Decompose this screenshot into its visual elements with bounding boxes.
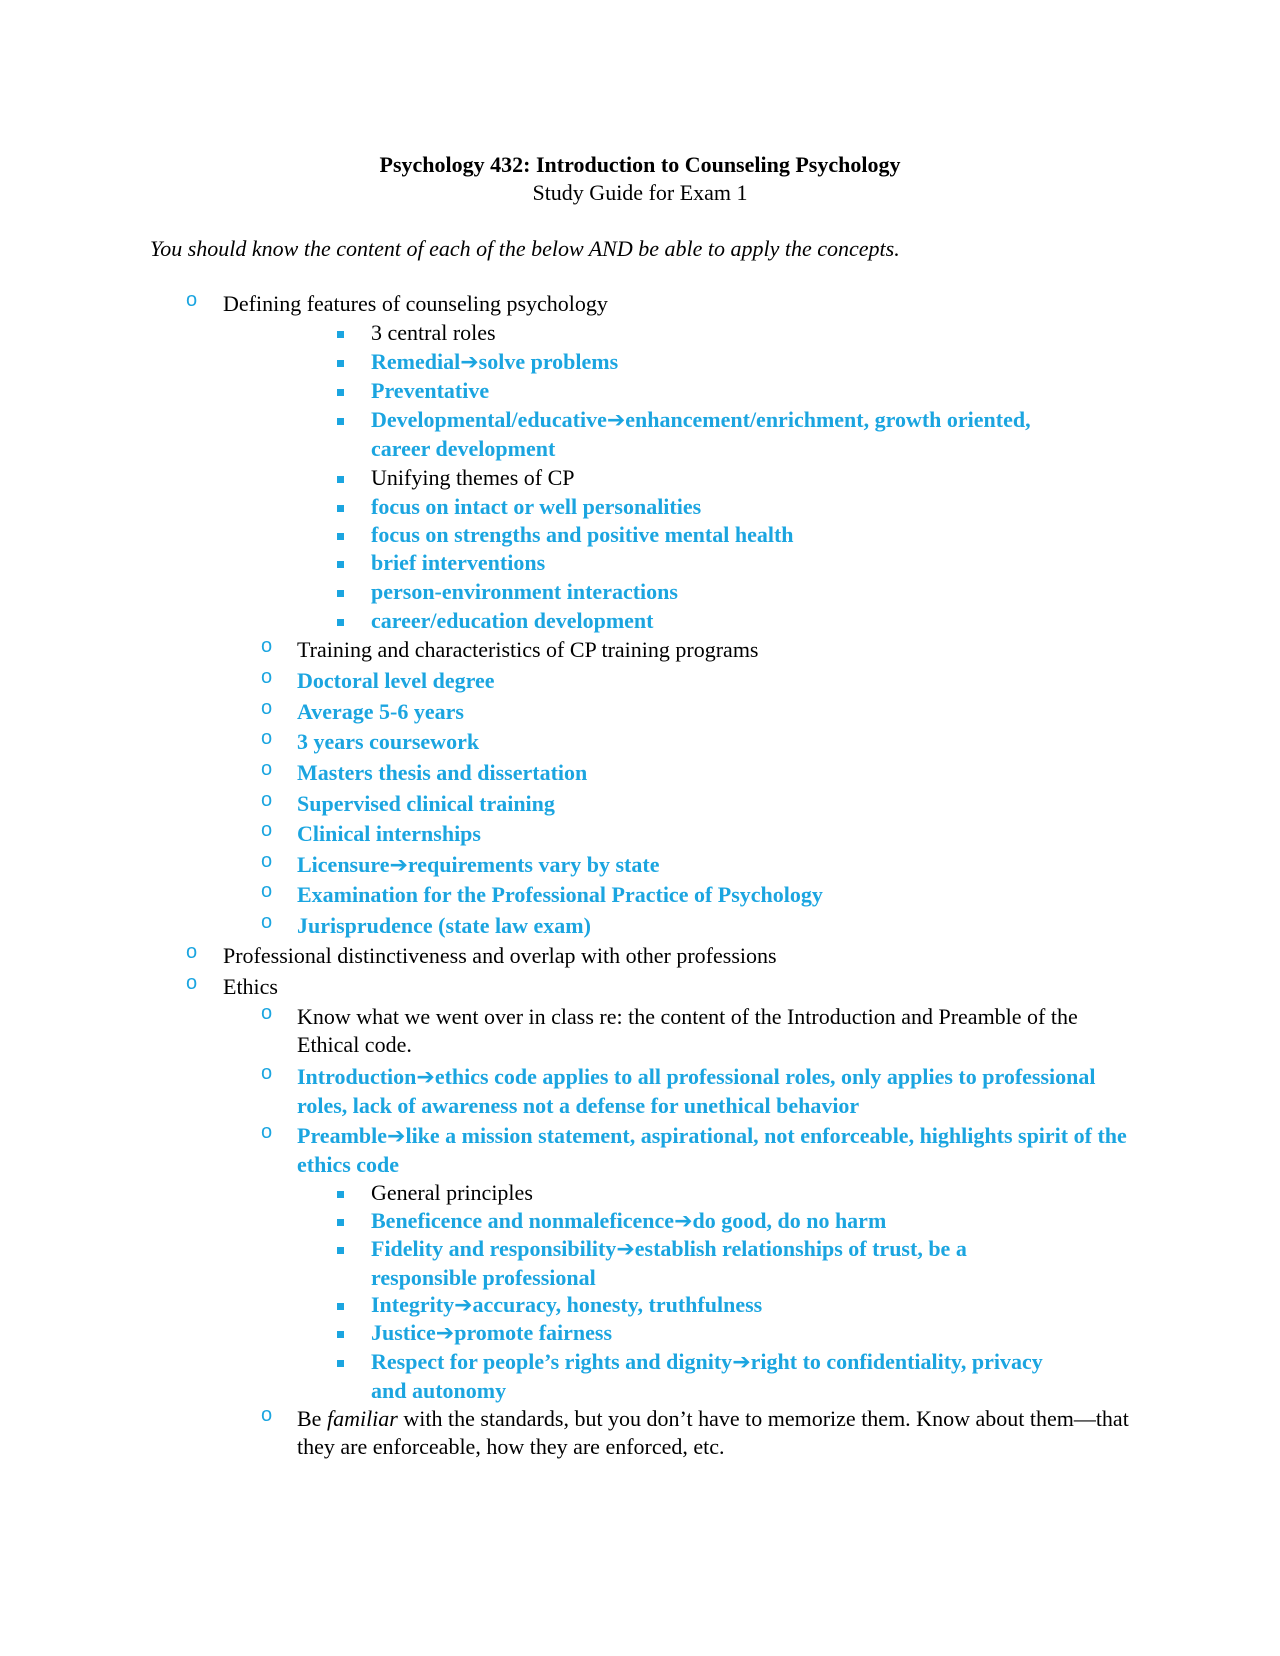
list-item-standards: Be familiar with the standards, but you don’t have to memorize them. Know about them—that they are enforceable, how they are enforced, etc. (297, 1406, 1129, 1459)
list-item-training-detail: Jurisprudence (state law exam) (297, 913, 591, 938)
list-item-principle: Respect for people’s rights and dignity➔right to confidentiality, privacy and autonomy (371, 1349, 1043, 1403)
section-ethics: Ethics (223, 974, 278, 999)
list-item-introduction: Introduction➔ethics code applies to all professional roles, only applies to professional roles, lack of awareness not a defense for unethical behavior (297, 1064, 1096, 1118)
document-title: Psychology 432: Introduction to Counseling Psychology (379, 152, 901, 177)
arrow-right-icon: ➔ (435, 1321, 455, 1346)
bullet-o-icon: o (186, 972, 198, 994)
intro-instruction: You should know the content of each of the below AND be able to apply the concepts. (150, 236, 900, 261)
arrow-right-icon: ➔ (616, 1237, 635, 1262)
bullet-o-icon: o (261, 789, 273, 811)
list-item-training-detail: 3 years coursework (297, 729, 480, 754)
square-bullet-icon (337, 505, 344, 512)
arrow-right-icon: ➔ (732, 1350, 751, 1375)
square-bullet-icon (337, 533, 344, 540)
square-bullet-icon (337, 389, 344, 396)
bullet-o-icon: o (261, 1121, 273, 1143)
list-item-theme: brief interventions (371, 550, 546, 575)
square-bullet-icon (337, 1191, 344, 1198)
arrow-right-icon: ➔ (460, 350, 479, 375)
list-item-theme: focus on strengths and positive mental health (371, 522, 794, 547)
section-defining-features: Defining features of counseling psychology (223, 291, 608, 316)
list-item-preamble: Preamble➔like a mission statement, aspirational, not enforceable, highlights spirit of the ethics code (297, 1123, 1127, 1177)
bullet-o-icon: o (261, 727, 273, 749)
square-bullet-icon (337, 418, 344, 425)
arrow-right-icon: ➔ (454, 1293, 473, 1318)
bullet-o-icon: o (261, 880, 273, 902)
list-item-training-detail: Doctoral level degree (297, 668, 495, 693)
list-item-remedial: Remedial➔solve problems (371, 349, 619, 375)
bullet-o-icon: o (261, 819, 273, 841)
list-item-theme: focus on intact or well personalities (371, 494, 702, 519)
list-item-training-detail: Average 5-6 years (297, 699, 464, 724)
bullet-o-icon: o (261, 1404, 273, 1426)
square-bullet-icon (337, 476, 344, 483)
list-item-unifying-themes: Unifying themes of CP (371, 465, 575, 490)
square-bullet-icon (337, 1303, 344, 1310)
list-item-general-principles: General principles (371, 1180, 533, 1205)
bullet-o-icon: o (261, 1002, 273, 1024)
square-bullet-icon (337, 1331, 344, 1338)
square-bullet-icon (337, 1219, 344, 1226)
list-item-training-detail: Clinical internships (297, 821, 481, 846)
arrow-right-icon: ➔ (606, 408, 626, 433)
document-subtitle: Study Guide for Exam 1 (532, 180, 748, 205)
list-item-know-content: Know what we went over in class re: the content of the Introduction and Preamble of the Ethical code. (297, 1004, 1078, 1057)
bullet-o-icon: o (186, 941, 198, 963)
list-item-theme: person-environment interactions (371, 579, 678, 604)
arrow-right-icon: ➔ (387, 1124, 406, 1149)
list-item-principle: Beneficence and nonmaleficence➔do good, do no harm (371, 1208, 887, 1234)
bullet-o-icon: o (261, 758, 273, 780)
bullet-o-icon: o (186, 289, 198, 311)
square-bullet-icon (337, 1247, 344, 1254)
list-item-principle: Fidelity and responsibility➔establish relationships of trust, be a responsible professional (371, 1236, 967, 1290)
list-item-training-detail: Masters thesis and dissertation (297, 760, 588, 785)
list-item-principle: Justice➔promote fairness (371, 1320, 613, 1346)
list-item-theme: career/education development (371, 608, 654, 633)
square-bullet-icon (337, 619, 344, 626)
bullet-o-icon: o (261, 635, 273, 657)
list-item-principle: Integrity➔accuracy, honesty, truthfulness (371, 1292, 763, 1318)
bullet-o-icon: o (261, 1062, 273, 1084)
square-bullet-icon (337, 331, 344, 338)
square-bullet-icon (337, 360, 344, 367)
arrow-right-icon: ➔ (389, 853, 408, 878)
arrow-right-icon: ➔ (416, 1065, 435, 1090)
list-item-preventative: Preventative (371, 378, 490, 403)
bullet-o-icon: o (261, 697, 273, 719)
list-item-central-roles: 3 central roles (371, 320, 496, 345)
list-item-training-detail: Supervised clinical training (297, 791, 555, 816)
bullet-o-icon: o (261, 850, 273, 872)
list-item-developmental: Developmental/educative➔enhancement/enrichment, growth oriented, career development (371, 407, 1031, 461)
square-bullet-icon (337, 590, 344, 597)
list-item-training: Training and characteristics of CP training programs (297, 637, 759, 662)
square-bullet-icon (337, 561, 344, 568)
section-professional-distinctiveness: Professional distinctiveness and overlap with other professions (223, 943, 777, 968)
list-item-training-detail: Examination for the Professional Practice of Psychology (297, 882, 823, 907)
square-bullet-icon (337, 1360, 344, 1367)
bullet-o-icon: o (261, 911, 273, 933)
bullet-o-icon: o (261, 666, 273, 688)
arrow-right-icon: ➔ (674, 1209, 693, 1234)
list-item-training-detail: Licensure➔requirements vary by state (297, 852, 660, 878)
